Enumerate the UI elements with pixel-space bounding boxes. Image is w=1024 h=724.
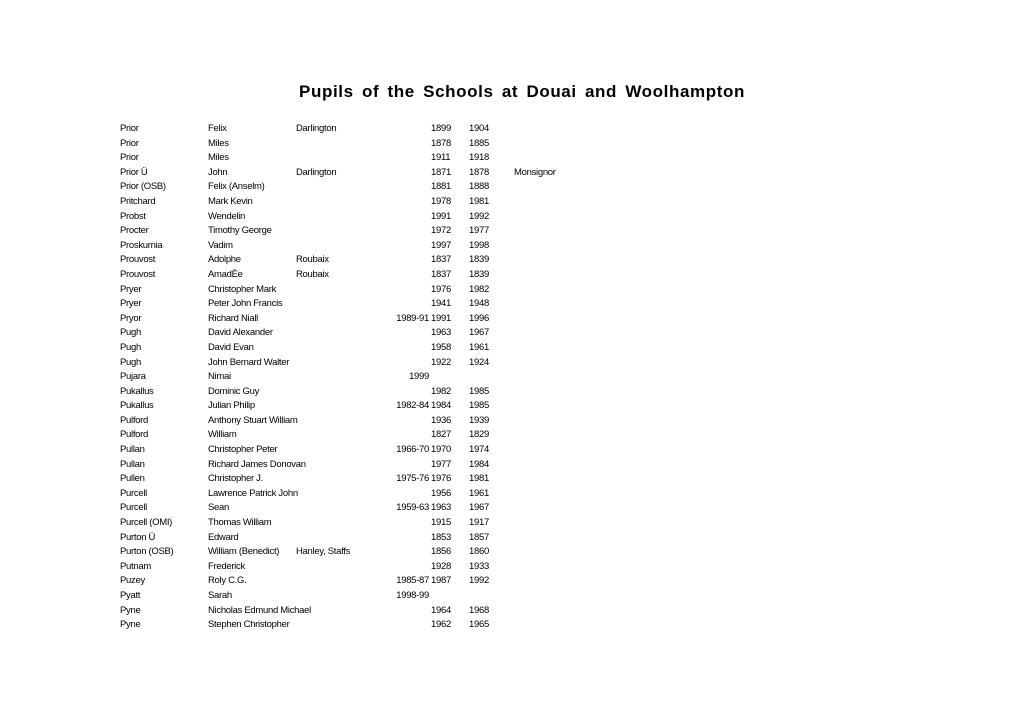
first-names: Christopher Peter: [208, 444, 278, 456]
surname: Pryer: [120, 298, 142, 310]
end-year: 1904: [469, 123, 489, 134]
first-names: Miles: [208, 137, 229, 149]
first-names: Nicholas Edmund Michael: [208, 604, 311, 616]
remark: Monsignor: [514, 166, 556, 178]
first-names: Frederick: [208, 560, 245, 572]
end-year: 1839: [469, 268, 489, 280]
years-note: 1975-76: [396, 473, 429, 485]
start-year: 1878: [431, 137, 451, 149]
first-names: Julian Philip: [208, 400, 255, 412]
surname: Pugh: [120, 356, 141, 368]
first-names: Miles: [208, 152, 229, 164]
start-year: 1991: [431, 312, 451, 324]
end-year: 1998: [469, 239, 489, 251]
surname: Pullan: [120, 458, 145, 470]
end-year: 1967: [469, 327, 489, 339]
first-names: Christopher J.: [208, 473, 263, 485]
first-names: Wendelin: [208, 210, 246, 222]
end-year: 1924: [469, 356, 489, 368]
surname: Prouvost: [120, 254, 156, 266]
first-names: Roly C.G.: [208, 575, 247, 587]
surname: Purton Ü: [120, 531, 156, 543]
end-year: 1857: [469, 531, 489, 543]
place: Darlington: [296, 123, 337, 134]
start-year: 1976: [431, 283, 451, 295]
first-names: Richard Niall: [208, 312, 258, 324]
start-year: 1970: [431, 444, 451, 456]
start-year: 1987: [431, 575, 451, 587]
first-names: Edward: [208, 531, 239, 543]
end-year: 1985: [469, 400, 489, 412]
first-names: Adolphe: [208, 254, 241, 266]
surname: Prior Ü: [120, 166, 148, 178]
start-year: 1963: [431, 502, 451, 514]
surname: Pryor: [120, 312, 142, 324]
first-names: Anthony Stuart William: [208, 414, 298, 426]
start-year: 1941: [431, 298, 451, 310]
start-year: 1984: [431, 400, 451, 412]
start-year: 1982: [431, 385, 451, 397]
first-names: Dominic Guy: [208, 385, 260, 397]
surname: Prior: [120, 123, 139, 134]
years-note: 1982-84: [396, 400, 429, 412]
first-names: David Alexander: [208, 327, 273, 339]
place: Darlington: [296, 166, 337, 178]
surname: Prior (OSB): [120, 181, 166, 193]
start-year: 1837: [431, 254, 451, 266]
start-year: 1976: [431, 473, 451, 485]
end-year: 1888: [469, 181, 489, 193]
start-year: 1928: [431, 560, 451, 572]
surname: Pritchard: [120, 195, 156, 207]
first-names: William: [208, 429, 237, 441]
start-year: 1991: [431, 210, 451, 222]
start-year: 1881: [431, 181, 451, 193]
first-names: Christopher Mark: [208, 283, 277, 295]
surname: Pyne: [120, 619, 141, 631]
years-note: 1989-91: [396, 312, 429, 324]
surname: Pukallus: [120, 385, 154, 397]
surname: Pukallus: [120, 400, 154, 412]
place: Roubaix: [296, 268, 329, 280]
end-year: 1878: [469, 166, 489, 178]
surname: Pyne: [120, 604, 141, 616]
first-names: Sean: [208, 502, 229, 514]
start-year: 1964: [431, 604, 451, 616]
start-year: 1915: [431, 517, 451, 529]
surname: Procter: [120, 225, 149, 237]
end-year: 1829: [469, 429, 489, 441]
end-year: 1961: [469, 487, 489, 499]
start-year: 1871: [431, 166, 451, 178]
surname: Pugh: [120, 341, 141, 353]
start-year: 1962: [431, 619, 451, 631]
end-year: 1984: [469, 458, 489, 470]
surname: Purton (OSB): [120, 546, 174, 558]
first-names: Vadim: [208, 239, 233, 251]
end-year: 1885: [469, 137, 489, 149]
surname: Putnam: [120, 560, 151, 572]
end-year: 1939: [469, 414, 489, 426]
start-year: 1936: [431, 414, 451, 426]
end-year: 1933: [469, 560, 489, 572]
years-note: 1959-63: [396, 502, 429, 514]
end-year: 1917: [469, 517, 489, 529]
surname: Purcell: [120, 502, 147, 514]
first-names: Sarah: [208, 590, 232, 601]
surname: Pugh: [120, 327, 141, 339]
surname: Purcell (OMI): [120, 517, 173, 529]
start-year: 1963: [431, 327, 451, 339]
first-names: Richard James Donovan: [208, 458, 306, 470]
surname: Pryer: [120, 283, 142, 295]
surname: Prior: [120, 137, 139, 149]
first-names: David Evan: [208, 341, 254, 353]
first-names: Timothy George: [208, 225, 272, 237]
end-year: 1996: [469, 312, 489, 324]
first-names: Felix: [208, 123, 227, 134]
end-year: 1992: [469, 575, 489, 587]
years-note: 1966-70: [396, 444, 429, 456]
years-note: 1998-99: [396, 590, 429, 601]
place: Hanley, Staffs: [296, 546, 351, 558]
first-names: John Bernard Walter: [208, 356, 290, 368]
end-year: 1968: [469, 604, 489, 616]
start-year: 1956: [431, 487, 451, 499]
end-year: 1985: [469, 385, 489, 397]
end-year: 1967: [469, 502, 489, 514]
surname: Pulford: [120, 429, 149, 441]
end-year: 1961: [469, 341, 489, 353]
start-year: 1837: [431, 268, 451, 280]
start-year: 1827: [431, 429, 451, 441]
end-year: 1948: [469, 298, 489, 310]
surname: Pulford: [120, 414, 149, 426]
surname: Purcell: [120, 487, 147, 499]
end-year: 1974: [469, 444, 489, 456]
first-names: Stephen Christopher: [208, 619, 290, 631]
start-year: 1978: [431, 195, 451, 207]
end-year: 1992: [469, 210, 489, 222]
years-note: 1999: [409, 371, 429, 383]
first-names: Peter John Francis: [208, 298, 283, 310]
place: Roubaix: [296, 254, 329, 266]
start-year: 1997: [431, 239, 451, 251]
surname: Pujara: [120, 371, 146, 383]
start-year: 1922: [431, 356, 451, 368]
end-year: 1918: [469, 152, 489, 164]
end-year: 1839: [469, 254, 489, 266]
first-names: Mark Kevin: [208, 195, 253, 207]
surname: Pullen: [120, 473, 145, 485]
surname: Proskurnia: [120, 239, 163, 251]
surname: Prior: [120, 152, 139, 164]
first-names: AmadÈe: [208, 268, 243, 280]
first-names: John: [208, 166, 228, 178]
years-note: 1985-87: [396, 575, 429, 587]
start-year: 1853: [431, 531, 451, 543]
start-year: 1899: [431, 123, 451, 134]
surname: Prouvost: [120, 268, 156, 280]
page-title: Pupils of the Schools at Douai and Woolhampton: [299, 82, 745, 101]
start-year: 1977: [431, 458, 451, 470]
end-year: 1860: [469, 546, 489, 558]
surname: Pullan: [120, 444, 145, 456]
start-year: 1911: [431, 152, 451, 164]
end-year: 1981: [469, 195, 489, 207]
surname: Pyatt: [120, 590, 141, 601]
start-year: 1972: [431, 225, 451, 237]
end-year: 1982: [469, 283, 489, 295]
start-year: 1958: [431, 341, 451, 353]
first-names: Nimai: [208, 371, 231, 383]
surname: Probst: [120, 210, 146, 222]
start-year: 1856: [431, 546, 451, 558]
first-names: William (Benedict): [208, 546, 280, 558]
end-year: 1981: [469, 473, 489, 485]
end-year: 1965: [469, 619, 489, 631]
first-names: Lawrence Patrick John: [208, 487, 298, 499]
surname: Puzey: [120, 575, 145, 587]
first-names: Thomas William: [208, 517, 272, 529]
first-names: Felix (Anselm): [208, 181, 265, 193]
end-year: 1977: [469, 225, 489, 237]
